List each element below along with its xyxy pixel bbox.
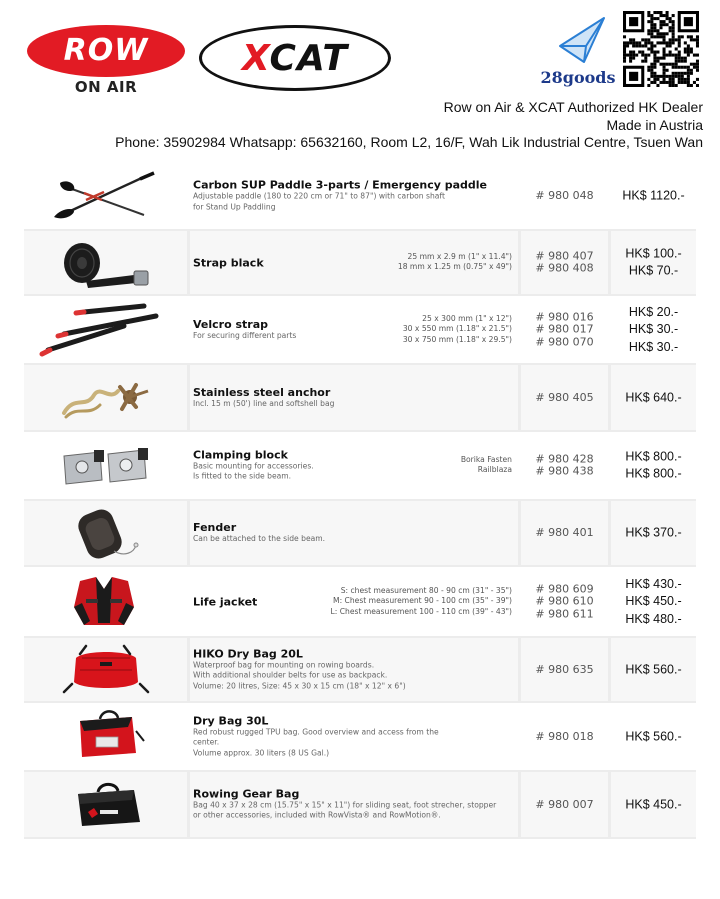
article-number: # 980 017 xyxy=(535,322,594,336)
spec-line: 25 mm x 2.9 m (1" x 11.4") xyxy=(407,251,512,261)
product-row[interactable] xyxy=(24,296,696,363)
product-info-cell xyxy=(190,501,518,565)
price: HK$ 30.- xyxy=(628,339,679,354)
product-image-cell xyxy=(24,298,187,361)
life-jacket-icon xyxy=(24,569,187,634)
product-info-cell xyxy=(190,365,518,430)
product-name: Carbon SUP Paddle 3-parts / Emergency paddle xyxy=(193,178,488,192)
article-number-cell xyxy=(521,434,608,497)
qr-code[interactable] xyxy=(623,11,699,87)
article-number: # 980 401 xyxy=(535,525,594,539)
row-logo-text: ROW xyxy=(63,33,149,68)
spec-line: Borika Fasten xyxy=(460,454,512,464)
article-number: # 980 405 xyxy=(535,390,594,404)
rowing-gear-bag-icon xyxy=(24,772,187,837)
spec-line: 30 x 750 mm (1.18" x 29.5") xyxy=(402,334,512,344)
price: HK$ 1120.- xyxy=(622,188,685,203)
price-cell xyxy=(611,705,696,768)
product-description-line: Bag 40 x 37 x 28 cm (15.75" x 15" x 11") for sliding seat, foot strecher, stopper xyxy=(193,800,497,810)
product-name: Stainless steel anchor xyxy=(193,385,331,399)
article-number: # 980 070 xyxy=(535,334,594,348)
price: HK$ 100.- xyxy=(625,246,682,260)
product-image-cell xyxy=(24,365,187,430)
product-row[interactable] xyxy=(24,770,696,839)
product-info-cell xyxy=(190,165,518,227)
price: HK$ 70.- xyxy=(628,263,679,278)
product-description-line: center. xyxy=(193,737,220,747)
dry-bag-30l-icon xyxy=(24,705,187,768)
product-name: Clamping block xyxy=(193,448,288,462)
spec-line: S: chest measurement 80 - 90 cm (31" - 35") xyxy=(340,585,512,595)
article-number-cell xyxy=(521,638,608,701)
product-image-cell xyxy=(24,569,187,634)
product-info-cell xyxy=(190,772,518,837)
price: HK$ 480.- xyxy=(625,611,682,626)
article-number: # 980 635 xyxy=(535,662,594,676)
price: HK$ 560.- xyxy=(625,728,682,743)
product-row[interactable] xyxy=(24,636,696,703)
product-row[interactable] xyxy=(24,432,696,499)
spec-line: 25 x 300 mm (1" x 12") xyxy=(422,313,512,323)
price: HK$ 450.- xyxy=(625,593,682,608)
product-info-cell xyxy=(190,705,518,768)
article-number-cell xyxy=(521,365,608,430)
paddle-icon xyxy=(24,165,187,227)
28goods-logo-text: 28goods xyxy=(540,68,616,87)
product-info-cell xyxy=(190,569,518,634)
article-number-cell xyxy=(521,569,608,634)
price-cell xyxy=(611,365,696,430)
product-name: Dry Bag 30L xyxy=(193,713,269,727)
xcat-logo-x: X xyxy=(242,38,270,79)
product-description-line: Red robust rugged TPU bag. Good overview and access from the xyxy=(193,726,439,736)
product-specs xyxy=(461,455,512,477)
product-specs xyxy=(398,252,512,274)
row-on-air-logo xyxy=(27,20,187,98)
fender-icon xyxy=(24,501,187,565)
price-cell xyxy=(611,569,696,634)
article-number: # 980 007 xyxy=(535,797,594,811)
product-info-cell xyxy=(190,298,518,361)
price: HK$ 20.- xyxy=(628,304,679,319)
product-row[interactable] xyxy=(24,229,696,296)
product-info-cell xyxy=(190,638,518,701)
article-number-cell xyxy=(521,501,608,565)
article-number: # 980 016 xyxy=(535,309,594,323)
product-description-line: Volume: 20 litres, Size: 45 x 30 x 15 cm (18" x 12" x 6") xyxy=(193,681,406,691)
article-number-cell xyxy=(521,165,608,227)
hiko-dry-bag-icon xyxy=(24,638,187,701)
product-row[interactable] xyxy=(24,163,696,229)
price-cell xyxy=(611,231,696,294)
article-number-cell xyxy=(521,231,608,294)
dealer-info xyxy=(115,99,703,152)
price-cell xyxy=(611,165,696,227)
product-description-line: Adjustable paddle (180 to 220 cm or 71" to 87") with carbon shaft xyxy=(193,191,445,201)
product-description-line: for Stand Up Paddling xyxy=(193,202,276,212)
price: HK$ 560.- xyxy=(625,661,682,676)
product-name: Life jacket xyxy=(193,595,258,608)
product-name: Fender xyxy=(193,521,237,535)
product-description-line: Basic mounting for accessories. xyxy=(193,461,314,471)
price-cell xyxy=(611,298,696,361)
article-number: # 980 407 xyxy=(535,249,594,262)
product-description-line: Waterproof bag for mounting on rowing boards. xyxy=(193,659,375,669)
product-specs xyxy=(403,313,512,345)
price: HK$ 800.- xyxy=(625,449,682,463)
28goods-logo xyxy=(540,12,616,92)
product-info-cell xyxy=(190,231,518,294)
price-cell xyxy=(611,434,696,497)
xcat-logo-cat: CAT xyxy=(269,38,348,79)
article-number-cell xyxy=(521,705,608,768)
article-number: # 980 048 xyxy=(535,188,594,202)
paper-plane-icon xyxy=(540,12,616,68)
price-cell xyxy=(611,501,696,565)
spec-line: 18 mm x 1.25 m (0.75" x 49") xyxy=(397,262,512,272)
qr-code-graphic xyxy=(623,11,699,87)
row-logo-subtext: ON AIR xyxy=(74,78,138,96)
article-number: # 980 438 xyxy=(535,464,594,478)
price: HK$ 450.- xyxy=(625,796,682,811)
product-info-cell xyxy=(190,434,518,497)
spec-line: M: Chest measurement 90 - 100 cm (35" - 39") xyxy=(333,596,512,606)
article-number: # 980 428 xyxy=(535,452,594,465)
product-description-line: With additional shoulder belts for use as backpack. xyxy=(193,670,388,680)
strap-roll-icon xyxy=(24,231,187,294)
product-name: HIKO Dry Bag 20L xyxy=(193,646,303,660)
product-name: Velcro strap xyxy=(193,317,269,331)
product-description-line: Is fitted to the side beam. xyxy=(193,472,292,481)
article-number: # 980 408 xyxy=(535,261,594,275)
price: HK$ 640.- xyxy=(625,389,682,404)
price: HK$ 430.- xyxy=(625,576,682,591)
product-name: Strap black xyxy=(193,256,264,269)
price-cell xyxy=(611,772,696,837)
article-number: # 980 611 xyxy=(535,606,594,620)
product-description-line: Can be attached to the side beam. xyxy=(193,534,326,544)
article-number: # 980 610 xyxy=(535,594,594,608)
clamping-block-icon xyxy=(24,434,187,497)
spec-line: Railblaza xyxy=(477,465,512,475)
product-image-cell xyxy=(24,772,187,837)
product-description-line: Volume approx. 30 liters (8 US Gal.) xyxy=(193,748,330,758)
price: HK$ 800.- xyxy=(625,466,682,481)
product-row[interactable] xyxy=(24,567,696,636)
product-image-cell xyxy=(24,705,187,768)
product-image-cell xyxy=(24,231,187,294)
spec-line: 30 x 550 mm (1.18" x 21.5") xyxy=(402,324,512,334)
product-image-cell xyxy=(24,434,187,497)
product-image-cell xyxy=(24,638,187,701)
product-description-line: or other accessories, included with RowVista® and RowMotion®. xyxy=(193,811,441,820)
product-name: Rowing Gear Bag xyxy=(193,787,300,801)
velcro-strap-icon xyxy=(24,298,187,361)
article-number: # 980 018 xyxy=(535,729,594,743)
article-number-cell xyxy=(521,772,608,837)
product-row[interactable] xyxy=(24,703,696,770)
spec-line: L: Chest measurement 100 - 110 cm (39" - 43") xyxy=(330,606,512,616)
product-image-cell xyxy=(24,165,187,227)
price-cell xyxy=(611,638,696,701)
product-specs xyxy=(331,585,513,617)
article-number-cell xyxy=(521,298,608,361)
product-description-line: For securing different parts xyxy=(193,330,297,340)
dealer-line-contact: Phone: 35902984 Whatsapp: 65632160, Room L2, 16/F, Wah Lik Industrial Centre, Tsuen Wan xyxy=(115,134,703,150)
product-row[interactable] xyxy=(24,363,696,432)
xcat-logo-text xyxy=(202,38,388,79)
dealer-line-origin: Made in Austria xyxy=(606,116,703,133)
dealer-line-authorized: Row on Air & XCAT Authorized HK Dealer xyxy=(443,99,703,115)
price: HK$ 30.- xyxy=(628,321,679,336)
product-image-cell xyxy=(24,501,187,565)
anchor-icon xyxy=(24,365,187,430)
product-row[interactable] xyxy=(24,499,696,567)
price: HK$ 370.- xyxy=(625,525,682,540)
xcat-logo xyxy=(199,25,391,91)
article-number: # 980 609 xyxy=(535,581,594,595)
product-description-line: Incl. 15 m (50') line and softshell bag xyxy=(193,398,335,408)
